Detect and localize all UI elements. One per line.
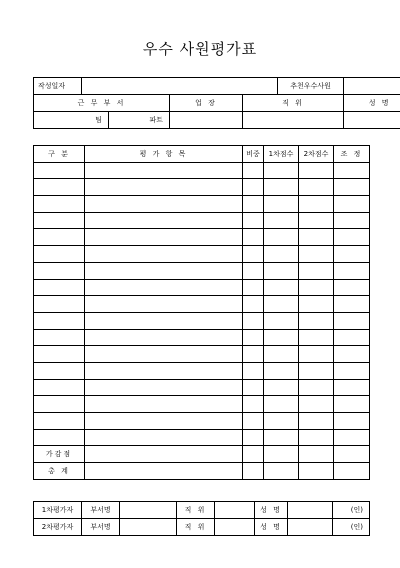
eval-row [34,196,370,213]
eval-row-cell[interactable] [243,279,264,296]
bonus-row-cell[interactable] [334,446,370,463]
evaluator-name-field[interactable] [288,519,333,536]
eval-row-cell[interactable] [243,329,264,346]
evaluator-seal: (인) [333,519,370,536]
col-item: 평 가 항 목 [85,146,243,163]
work-field[interactable] [170,112,243,129]
eval-row-cell[interactable] [34,296,85,313]
eval-row [34,179,370,196]
eval-row-cell[interactable] [243,429,264,446]
eval-row-cell[interactable] [334,312,370,329]
eval-row-cell[interactable] [85,379,243,396]
eval-row-cell[interactable] [299,229,334,246]
eval-row-cell[interactable] [85,429,243,446]
col-weight: 비중 [243,146,264,163]
eval-row-cell[interactable] [85,262,243,279]
eval-row-cell[interactable] [264,429,299,446]
eval-row-cell[interactable] [264,212,299,229]
eval-row-cell[interactable] [34,196,85,213]
eval-row-cell[interactable] [334,296,370,313]
eval-row-cell[interactable] [243,379,264,396]
eval-row-cell[interactable] [243,179,264,196]
eval-row [34,362,370,379]
eval-row-cell[interactable] [299,196,334,213]
eval-row-cell[interactable] [299,329,334,346]
bonus-row-cell[interactable] [299,446,334,463]
eval-row-cell[interactable] [243,262,264,279]
recommended-label: 추천우수사원 [278,78,344,95]
eval-row [34,396,370,413]
eval-row-cell[interactable] [85,413,243,430]
eval-row-cell[interactable] [34,312,85,329]
evaluator-name-label: 성 명 [255,519,288,536]
evaluation-table [33,145,370,480]
eval-row-cell[interactable] [264,179,299,196]
evaluator-name-field[interactable] [288,502,333,519]
eval-row-cell[interactable] [34,262,85,279]
eval-row-cell[interactable] [85,212,243,229]
eval-row [34,262,370,279]
eval-row-cell[interactable] [334,413,370,430]
eval-row-cell[interactable] [85,279,243,296]
eval-row-cell[interactable] [34,162,85,179]
position-label: 직 위 [243,95,344,112]
eval-row-cell[interactable] [264,296,299,313]
eval-row-cell[interactable] [34,362,85,379]
eval-row-cell[interactable] [34,346,85,363]
col-score1: 1차점수 [264,146,299,163]
eval-row-cell[interactable] [334,279,370,296]
eval-row-cell[interactable] [334,362,370,379]
eval-row [34,162,370,179]
info-table [33,77,400,129]
eval-row-cell[interactable] [334,379,370,396]
total-row-label: 총 계 [34,463,85,480]
eval-row [34,312,370,329]
eval-row-cell[interactable] [264,329,299,346]
eval-row-cell[interactable] [334,346,370,363]
eval-row-cell[interactable] [243,362,264,379]
eval-row-cell[interactable] [264,162,299,179]
eval-row-cell[interactable] [34,396,85,413]
eval-row-cell[interactable] [264,346,299,363]
bonus-row [34,446,370,463]
eval-row-cell[interactable] [299,346,334,363]
eval-row-cell[interactable] [299,413,334,430]
eval-row-cell[interactable] [34,413,85,430]
eval-row-cell[interactable] [264,396,299,413]
eval-row-cell[interactable] [299,296,334,313]
eval-row-cell[interactable] [299,179,334,196]
bonus-row-label: 가감점 [34,446,85,463]
dept-label: 근 무 부 서 [34,95,170,112]
eval-row-cell[interactable] [85,179,243,196]
evaluator-seal: (인) [333,502,370,519]
evaluator-position-field[interactable] [215,519,255,536]
eval-row-cell[interactable] [243,396,264,413]
eval-row-cell[interactable] [334,329,370,346]
eval-row-cell[interactable] [264,246,299,263]
eval-row-cell[interactable] [299,279,334,296]
eval-row-cell[interactable] [334,429,370,446]
total-row [34,463,370,480]
name-label: 성 명 [344,95,400,112]
eval-row-cell[interactable] [85,396,243,413]
eval-row [34,429,370,446]
eval-row-cell[interactable] [299,162,334,179]
eval-row-cell[interactable] [334,246,370,263]
eval-row-cell[interactable] [299,362,334,379]
eval-row-cell[interactable] [299,312,334,329]
eval-row-cell[interactable] [85,162,243,179]
page-title: 우수 사원평가표 [142,40,258,58]
total-row-cell[interactable] [334,463,370,480]
col-adjust: 조 정 [334,146,370,163]
evaluator-row [34,502,370,519]
eval-row-cell[interactable] [34,179,85,196]
eval-row-cell[interactable] [264,229,299,246]
eval-row [34,279,370,296]
eval-row-cell[interactable] [334,196,370,213]
eval-row-cell[interactable] [264,262,299,279]
eval-row-cell[interactable] [299,429,334,446]
evaluator-role: 1차평가자 [34,502,82,519]
eval-row [34,379,370,396]
eval-row-cell[interactable] [34,329,85,346]
eval-row-cell[interactable] [334,396,370,413]
bonus-row-cell[interactable] [264,446,299,463]
evaluator-position-label: 직 위 [177,519,215,536]
evaluator-name-label: 성 명 [255,502,288,519]
eval-row-cell[interactable] [264,413,299,430]
eval-row-cell[interactable] [243,162,264,179]
date-field[interactable] [82,78,278,95]
eval-row-cell[interactable] [85,246,243,263]
eval-row-cell[interactable] [34,212,85,229]
eval-row [34,329,370,346]
eval-row-cell[interactable] [34,379,85,396]
total-row-cell[interactable] [85,463,243,480]
eval-row-cell[interactable] [243,212,264,229]
col-score2: 2차점수 [299,146,334,163]
eval-row-cell[interactable] [264,312,299,329]
date-label: 작성일자 [34,78,82,95]
position-field[interactable] [243,112,344,129]
total-row-cell[interactable] [243,463,264,480]
eval-row [34,212,370,229]
eval-row-cell[interactable] [299,246,334,263]
eval-row-cell[interactable] [85,196,243,213]
eval-row-cell[interactable] [34,279,85,296]
eval-row-cell[interactable] [85,329,243,346]
eval-row-cell[interactable] [299,262,334,279]
eval-row-cell[interactable] [243,296,264,313]
evaluator-row [34,519,370,536]
total-row-cell[interactable] [264,463,299,480]
eval-row-cell[interactable] [243,312,264,329]
eval-row-cell[interactable] [243,246,264,263]
evaluator-dept-field[interactable] [120,502,177,519]
name-field[interactable] [344,112,400,129]
col-category: 구 분 [34,146,85,163]
eval-row-cell[interactable] [34,246,85,263]
eval-row-cell[interactable] [243,413,264,430]
evaluator-dept-label: 부서명 [82,519,120,536]
evaluator-dept-label: 부서명 [82,502,120,519]
part-label: 파트 [109,112,170,129]
team-label: 팀 [34,112,109,129]
bonus-row-cell[interactable] [85,446,243,463]
eval-row-cell[interactable] [299,396,334,413]
eval-row-cell[interactable] [85,362,243,379]
evaluator-dept-field[interactable] [120,519,177,536]
evaluator-role: 2차평가자 [34,519,82,536]
eval-row [34,229,370,246]
eval-row-cell[interactable] [85,346,243,363]
eval-row-cell[interactable] [243,196,264,213]
eval-row-cell[interactable] [334,162,370,179]
eval-row-cell[interactable] [85,229,243,246]
eval-row [34,296,370,313]
eval-row-cell[interactable] [243,229,264,246]
evaluator-position-label: 직 위 [177,502,215,519]
evaluator-table [33,501,370,536]
eval-row-cell[interactable] [334,229,370,246]
bonus-row-cell[interactable] [243,446,264,463]
eval-row [34,413,370,430]
eval-row-cell[interactable] [264,196,299,213]
eval-row-cell[interactable] [85,312,243,329]
eval-row-cell[interactable] [334,179,370,196]
eval-row [34,346,370,363]
eval-row-cell[interactable] [243,346,264,363]
eval-row-cell[interactable] [299,379,334,396]
work-label: 업 장 [170,95,243,112]
eval-row-cell[interactable] [85,296,243,313]
eval-row-cell[interactable] [264,279,299,296]
eval-row-cell[interactable] [299,212,334,229]
evaluator-position-field[interactable] [215,502,255,519]
total-row-cell[interactable] [299,463,334,480]
eval-row-cell[interactable] [34,429,85,446]
eval-row-cell[interactable] [334,212,370,229]
eval-row-cell[interactable] [264,379,299,396]
eval-row-cell[interactable] [34,229,85,246]
eval-row [34,246,370,263]
eval-header-row [34,146,370,163]
eval-row-cell[interactable] [334,262,370,279]
eval-row-cell[interactable] [264,362,299,379]
recommended-field[interactable] [344,78,400,95]
